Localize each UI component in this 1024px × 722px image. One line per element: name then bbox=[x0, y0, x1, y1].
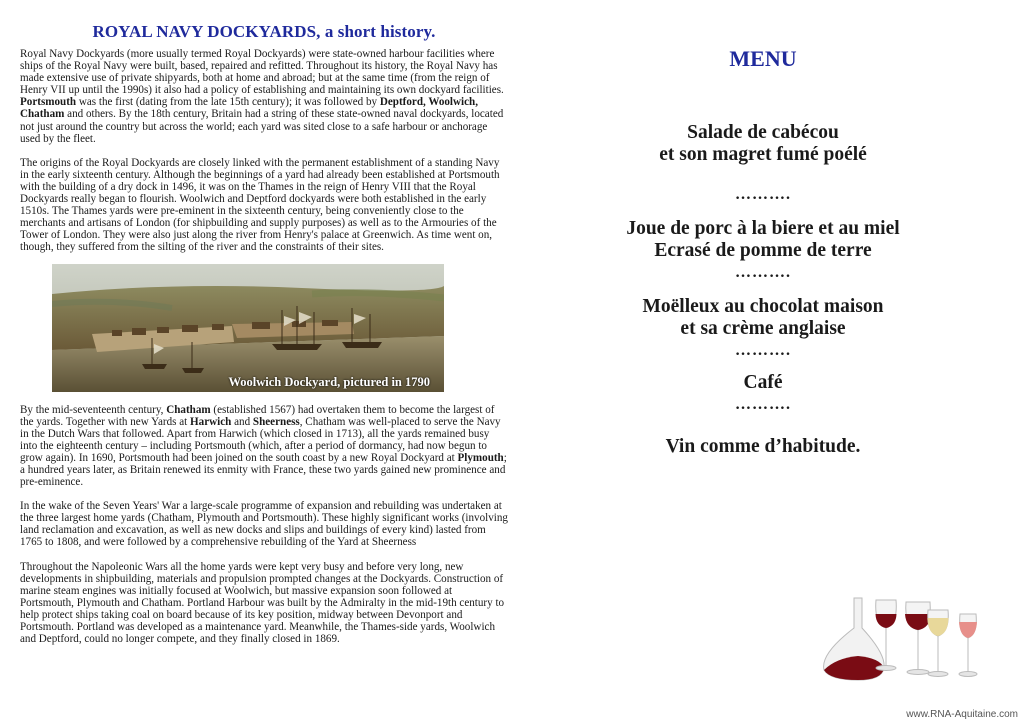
wine-glasses-illustration bbox=[814, 588, 986, 684]
text-run: Throughout the Napoleonic Wars all the home yards were kept very busy and before very long, new developments in shipbuilding, materials and propulsion prompted changes at the Dockyards. Construction of marine steam engines was initially focused at Woolwich, but massive expansion soon followed at Portsmouth, Plymouth and Chatham. Portland Harbour was built by the Admiralty in the mid-19th century to help protect ships taking coal on board because of its key position, midway between Devonport and Portsmouth. Portland was developed as a maintenance yard. Meanwhile, the Thames-side yards, Woolwich and Deptford, could no longer compete, and they finally closed in 1869. bbox=[20, 560, 505, 646]
bold-place-name: Deptford, Woolwich, Chatham bbox=[20, 96, 478, 121]
course-starter bbox=[560, 122, 966, 166]
history-paragraph-1 bbox=[20, 48, 508, 145]
text-run: and others. By the 18th century, Britain had a string of these state-owned naval dockyards, located not just around the country but across the world; each yard was sited close to a safe harbour or anchorage used by the fleet. bbox=[20, 108, 504, 145]
course-wine: Vin comme d’habitude. bbox=[665, 436, 861, 457]
menu-title: MENU bbox=[729, 46, 797, 71]
menu-separator: ………. bbox=[735, 342, 791, 359]
site-watermark: www.RNA-Aquitaine.com bbox=[906, 709, 1018, 720]
text-run: was the first (dating from the late 15th century); it was followed by bbox=[76, 96, 380, 109]
dockyard-painting-image bbox=[52, 264, 444, 392]
course-main-line-2: Ecrasé de pomme de terre bbox=[654, 240, 872, 261]
course-starter-line-1: Salade de cabécou bbox=[687, 122, 839, 143]
course-main-line-1: Joue de porc à la biere et au miel bbox=[626, 218, 900, 239]
history-paragraph-3 bbox=[20, 404, 508, 489]
woolwich-dockyard-painting bbox=[52, 264, 444, 392]
course-main bbox=[560, 218, 966, 262]
painting-caption: Woolwich Dockyard, pictured in 1790 bbox=[228, 374, 430, 389]
text-run: The origins of the Royal Dockyards are closely linked with the permanent establishment of a standing Navy in the early sixteenth century. Although the beginnings of a yard had already been established at Portsmouth with the building of a dry dock in 1496, it was on the Thames in the reign of Henry VIII that the Royal Dockyards really began to flourish. Woolwich and Deptford dockyards were both established in the early 1510s. The Thames yards were pre-eminent in the sixteenth century, being conveniently close to the merchants and artisans of London (for shipbuilding and supply purposes) as well as to the Armouries of the Tower of London. They were also just along the river from Henry's palace at Greenwich. As time went on, though, they suffered from the silting of the river and the constraints of their sites. bbox=[20, 156, 500, 254]
bold-place-name: Harwich bbox=[190, 415, 232, 428]
text-run: In the wake of the Seven Years' War a large-scale programme of expansion and rebuilding was undertaken at the three largest home yards (Chatham, Plymouth and Portsmouth). These highly significant works (involving land reclamation and excavation, as well as new docks and slips and buildings of every kind) lasted from 1765 to 1808, and were followed by a comprehensive rebuilding of the Yard at Sheerness bbox=[20, 500, 508, 549]
history-paragraph-4 bbox=[20, 500, 508, 548]
text-run: ; a hundred years later, as Britain renewed its enmity with France, these two yards gained new prominence and pre-eminence. bbox=[20, 451, 507, 489]
text-run: , Chatham was well-placed to serve the Navy in the Dutch Wars that followed. Apart from Harwich (which closed in 1713), all the yards remained busy into the eighteenth century – including Portsmouth (which, after a period of dormancy, had now begun to grow again). In 1690, Portsmouth had been joined on the south coast by a new Royal Dockyard at bbox=[20, 415, 501, 464]
bold-place-name: Portsmouth bbox=[20, 96, 77, 109]
menu-separator: ………. bbox=[735, 186, 791, 203]
bold-place-name: Chatham bbox=[166, 403, 211, 416]
course-dessert bbox=[560, 296, 966, 340]
history-column bbox=[20, 22, 508, 645]
text-run: (established 1567) had overtaken them to become the largest of the yards. Together with new Yards at bbox=[20, 403, 495, 428]
course-dessert-line-1: Moëlleux au chocolat maison bbox=[642, 296, 884, 317]
history-paragraph-5 bbox=[20, 561, 508, 646]
course-coffee: Café bbox=[743, 372, 783, 393]
menu-separator: ………. bbox=[735, 396, 791, 413]
bold-place-name: Sheerness bbox=[252, 415, 300, 428]
bold-place-name: Plymouth bbox=[457, 451, 504, 464]
course-starter-line-2: et son magret fumé poélé bbox=[659, 144, 867, 165]
text-run: By the mid-seventeenth century, bbox=[20, 403, 167, 416]
text-run: and bbox=[231, 415, 253, 428]
text-run: Royal Navy Dockyards (more usually termed Royal Dockyards) were state-owned harbour facilities where ships of the Royal Navy were built, based, repaired and refitted. Throughout its history, the Royal Navy has made extensive use of private shipyards, both at home and abroad; but at the same time (from the reign of Henry VII up until the 1990s) it also had a policy of establishing and maintaining its own dockyard facilities. bbox=[20, 48, 504, 97]
history-paragraph-2 bbox=[20, 157, 508, 254]
course-dessert-line-2: et sa crème anglaise bbox=[680, 318, 846, 339]
history-title: ROYAL NAVY DOCKYARDS, a short history. bbox=[92, 22, 436, 41]
menu-column bbox=[560, 46, 966, 458]
menu-separator: ………. bbox=[735, 264, 791, 281]
